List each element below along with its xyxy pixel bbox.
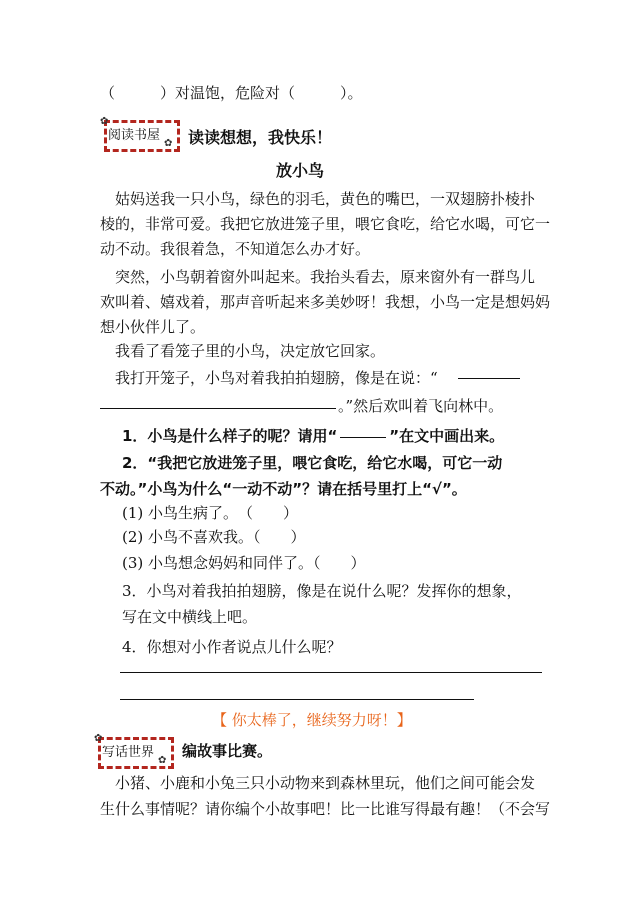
story-line: 欢叫着、嬉戏着，那声音听起来多美妙呀！我想，小鸟一定是想妈妈 (100, 293, 551, 311)
option-1[interactable]: (1) 小鸟生病了。 （ ） (122, 504, 299, 522)
story-line: 想小伙伴儿了。 (100, 318, 206, 336)
story-line: 突然，小鸟朝着窗外叫起来。我抬头看去，原来窗外有一群鸟儿 (100, 268, 536, 286)
prompt-line: 小猪、小鹿和小兔三只小动物来到森林里玩，他们之间可能会发 (100, 774, 536, 792)
story-line: 我看了看笼子里的小鸟，决定放它回家。 (100, 342, 386, 360)
prompt-line: 生什么事情呢？请你编个小故事吧！比一比谁写得最有趣！（不会写 (100, 800, 551, 818)
section-heading: 读读想想，我快乐！ (188, 128, 333, 147)
encouragement-banner: 【 你太棒了，继续努力呀！】 (212, 711, 412, 729)
answer-blank[interactable] (458, 378, 520, 379)
reading-room-badge: ✿ ✿ 阅读书屋 (98, 116, 178, 150)
story-line: 棱的，非常可爱。我把它放进笼子里，喂它食吃，给它水喝，可它一 (100, 215, 551, 233)
bird-icon: ✿ (100, 116, 109, 127)
story-line: 我打开笼子，小鸟对着我拍拍翅膀，像是在说：“ (100, 369, 438, 387)
matching-line: （ ）对温饱，危险对（ ）。 (100, 84, 363, 102)
answer-line[interactable] (120, 699, 474, 700)
animal-icon: ✿ (158, 755, 167, 766)
answer-blank[interactable] (100, 408, 336, 409)
writing-world-badge: ✿ ✿ 写话世界 (92, 733, 172, 767)
animal-icon: ✿ (94, 733, 103, 744)
question-3: 3．小鸟对着我拍拍翅膀，像是在说什么呢？发挥你的想象， (122, 582, 522, 600)
question-1: 1．小鸟是什么样子的呢？请用“ ”在文中画出来。 (122, 427, 505, 445)
story-line: 动不动。我很着急，不知道怎么办才好。 (100, 240, 371, 258)
option-2[interactable]: (2) 小鸟不喜欢我。（ ） (122, 528, 306, 546)
question-3-cont: 写在文中横线上吧。 (122, 608, 258, 626)
bird-icon: ✿ (164, 138, 173, 149)
sample-underline (340, 437, 386, 438)
story-title: 放小鸟 (276, 161, 325, 180)
question-2: 2．“我把它放进笼子里，喂它食吃，给它水喝，可它一动 (122, 454, 503, 472)
section-heading: 编故事比赛。 (182, 742, 273, 760)
story-line: 。”然后欢叫着飞向林中。 (338, 397, 504, 415)
option-3[interactable]: (3) 小鸟想念妈妈和同伴了。（ ） (122, 554, 366, 572)
answer-line[interactable] (120, 672, 542, 673)
story-line: 姑妈送我一只小鸟，绿色的羽毛，黄色的嘴巴，一双翅膀扑棱扑 (100, 190, 536, 208)
question-4: 4．你想对小作者说点儿什么呢？ (122, 638, 342, 656)
question-2-cont: 不动。”小鸟为什么“一动不动”？请在括号里打上“√”。 (100, 480, 467, 498)
